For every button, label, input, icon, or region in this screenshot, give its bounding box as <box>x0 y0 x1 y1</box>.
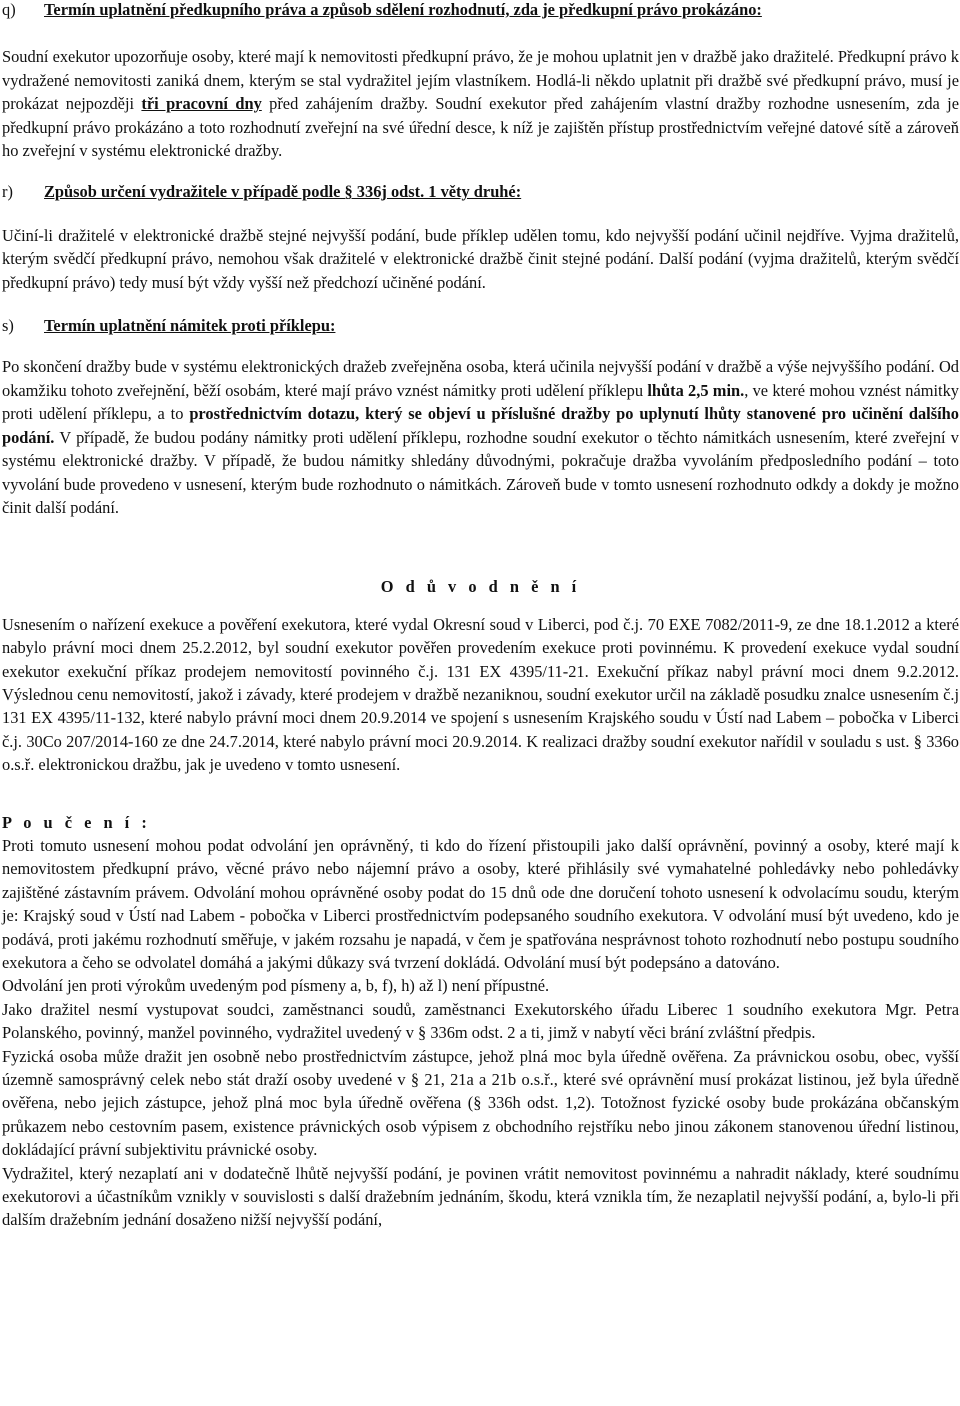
pouceni-paragraph-1: Proti tomuto usnesení mohou podat odvolání jen oprávněný, ti kdo do řízení přistoupili jako další oprávnění, povinný a osoby, které mají k nemovitostem předkupní právo, věcné právo nebo nájemní právo a osoby, které přihlásily své vymahatelné pohledávky nebo pohledávky zajištěné zástavním právem. Odvolání mohou oprávněné osoby podat do 15 dnů ode dne doručení tohoto usnesení k odvolacímu soudu, kterým je: Krajský soud v Ústí nad Labem - pobočka v Liberci prostřednictvím podepsaného soudního exekutora. V odvolání musí být uvedeno, kdo je podává, proti jakému rozhodnutí směřuje, v jakém rozsahu je napadá, v čem je spatřována nesprávnost tohoto rozhodnutí nebo postupu soudního exekutora a čeho se odvolatel domáhá a jakými důkazy svá tvrzení dokládá. Odvolání musí být podepsáno a datováno. <box>2 835 959 972</box>
section-letter: r) <box>2 182 13 202</box>
section-letter: q) <box>2 0 16 19</box>
oduvodneni-paragraph: Usnesením o nařízení exekuce a pověření exekutora, které vydal Okresní soud v Liberci, pod č.j. 70 EXE 7082/2011-9, ze dne 18.1.2012 a které nabylo právní moci dnem 25.2.2012, byl soudní exekutor pověřen provedením exekuce proti povinnému. K provedení exekuce vydal soudní exekutor exekuční příkaz prodejem nemovitostí povinného č.j. 131 EX 4395/11-21. Exekuční příkaz nabyl právní moci dnem 9.2.2012. Výslednou cenu nemovitostí, jakož i závady, které prodejem v dražbě nezaniknou, soudní exekutor určil na základě posudku znalce usnesením č.j 131 EX 4395/11-132, které nabylo právní moci dnem 20.9.2014 ve spojení s usnesením Krajského soudu v Ústí nad Labem – pobočka v Liberci č.j. 30Co 207/2014-160 ze dne 24.7.2014, které nabylo právní moci 20.9.2014. K realizaci dražby soudní exekutor nařídil v souladu s ust. § 336o o.s.ř. elektronickou dražbu, jak je uvedeno v tomto usnesení. <box>2 614 959 775</box>
pouceni-paragraph-5: Vydražitel, který nezaplatí ani v dodatečně lhůtě nejvyšší podání, je povinen vrátit nemovitost povinnému a nahradit náklady, které soudnímu exekutorovi a účastníkům vznikly v souvislosti s další dražebním jednáním, škodu, která vznikla tím, že nezaplatil nejvyšší podání, a, bylo-li při dalším dražebním jednání dosaženo nižší nejvyšší podání, <box>2 1163 959 1230</box>
section-s-paragraph: Po skončení dražby bude v systému elektronických dražeb zveřejněna osoba, která učinila nejvyšší podání v dražbě a výše nejvyššího podání. Od okamžiku tohoto zveřejnění, běží osobám, které mají právo vznést námitky proti udělení příklepu lhůta 2,5 min., ve které mohou vznést námitky proti udělení příklepu, a to prostřednictvím dotazu, který se objeví u příslušné dražby po uplynutí lhůty stanovené pro učinění dalšího podání. V případě, že budou podány námitky proti udělení příklepu, rozhodne soudní exekutor o těchto námitkách usnesením, které zveřejní v systému elektronické dražby. V případě, že budou námitky shledány důvodnými, pokračuje dražba vyvoláním předposledního podání – toto vyvolání bude provedeno v usnesení, kterým bude rozhodnuto o námitkách. Zároveň bude v tomto usnesení rozhodnuto odkdy a dokdy je možno činit další podání. <box>2 357 959 517</box>
pouceni-paragraph-2: Odvolání jen proti výrokům uvedeným pod písmeny a, b, f), h) až l) není přípustné. <box>2 976 550 996</box>
section-r-paragraph: Učiní-li dražitelé v elektronické dražbě stejné nejvyšší podání, bude příklep udělen tomu, kdo nejvyšší podání učinil nejdříve. Vyjma dražitelů, kterým svědčí předkupní právo, nemohou však dražitelé v elektronické dražbě činit stejné podání. Další podání (vyjma dražitelů, kterým svědčí předkupní právo) tedy musí být vždy vyšší než předchozí učiněné podání. <box>2 225 959 292</box>
pouceni-title: P o u č e n í : <box>2 812 151 832</box>
pouceni-paragraph-3: Jako dražitel nesmí vystupovat soudci, zaměstnanci soudů, zaměstnanci Exekutorského úřadu Liberec 1 soudního exekutora Mgr. Petra Polanského, povinný, manžel povinného, vydražitel uvedený v § 336m odst. 2 a ti, jimž v nabytí věci brání zvláštní předpis. <box>2 999 959 1043</box>
section-q-paragraph-2: Soudní exekutor před zahájením vlastní dražby rozhodne usnesením, zda je předkupní právo prokázáno a toto rozhodnutí zveřejní na své úřední desce, k níž je zajištěn přístup prostřednictvím veřejné datové sítě a zároveň ho zveřejní v systému elektronické dražby. <box>2 94 959 161</box>
section-q-heading <box>2 0 959 21</box>
section-s-heading <box>2 314 959 337</box>
deadline: lhůta 2,5 min. <box>647 380 745 400</box>
pouceni-paragraph-4: Fyzická osoba může dražit jen osobně nebo prostřednictvím zástupce, jehož plná moc byla úředně ověřena. Za právnickou osobu, obec, vyšší územně samosprávný celek nebo stát draží osoby uvedené v § 21, 21a a 21b o.s.ř., které své oprávnění musí prokázat listinou, jež byla úředně ověřena, nebo jejich zástupce, jehož plná moc byla úředně ověřena (§ 336h odst. 1,2). Totožnost fyzické osoby bude prokázána občanským průkazem nebo cestovním pasem, existence právnických osob výpisem z obchodního rejstříku nebo jinou zákonem stanovenou úřední listinou, dokládající právní subjektivitu právnické osoby. <box>2 1046 959 1160</box>
section-r-heading <box>2 180 959 203</box>
section-title: Způsob určení vydražitele v případě podle § 336j odst. 1 věty druhé: <box>44 182 522 202</box>
section-letter: s) <box>2 316 14 336</box>
section-title: Termín uplatnění předkupního práva a způsob sdělení rozhodnutí, zda je předkupní právo prokázáno: <box>44 0 762 19</box>
emphasis: prostřednictvím dotazu, který se objeví u příslušné dražby po uplynutí lhůty stanovené pro učinění dalšího podání. <box>2 404 959 447</box>
emphasis: tři pracovní dny <box>141 94 262 114</box>
section-q-paragraph-1: Soudní exekutor upozorňuje osoby, které mají k nemovitosti předkupní právo, že je mohou uplatnit jen v dražbě jako dražitelé. Předkupní právo k vydražené nemovitosti zaniká dnem, kterým se stal vydražitel jejím vlastníkem. Hodlá-li někdo uplatnit při dražbě své předkupní právo, musí je prokázat nejpozději tři pracovní dny před zahájením dražby. Soudní exekutor před zahájením vlastní dražby rozhodne usnesením, zda je předkupní právo prokázáno a toto rozhodnutí zveřejní na své úřední desce, k níž je zajištěn přístup prostřednictvím veřejné datové sítě a zároveň ho zveřejní v systému elektronické dražby. <box>2 47 959 161</box>
section-title: Termín uplatnění námitek proti příklepu: <box>44 316 336 336</box>
oduvodneni-title: O d ů v o d n ě n í <box>380 577 581 597</box>
